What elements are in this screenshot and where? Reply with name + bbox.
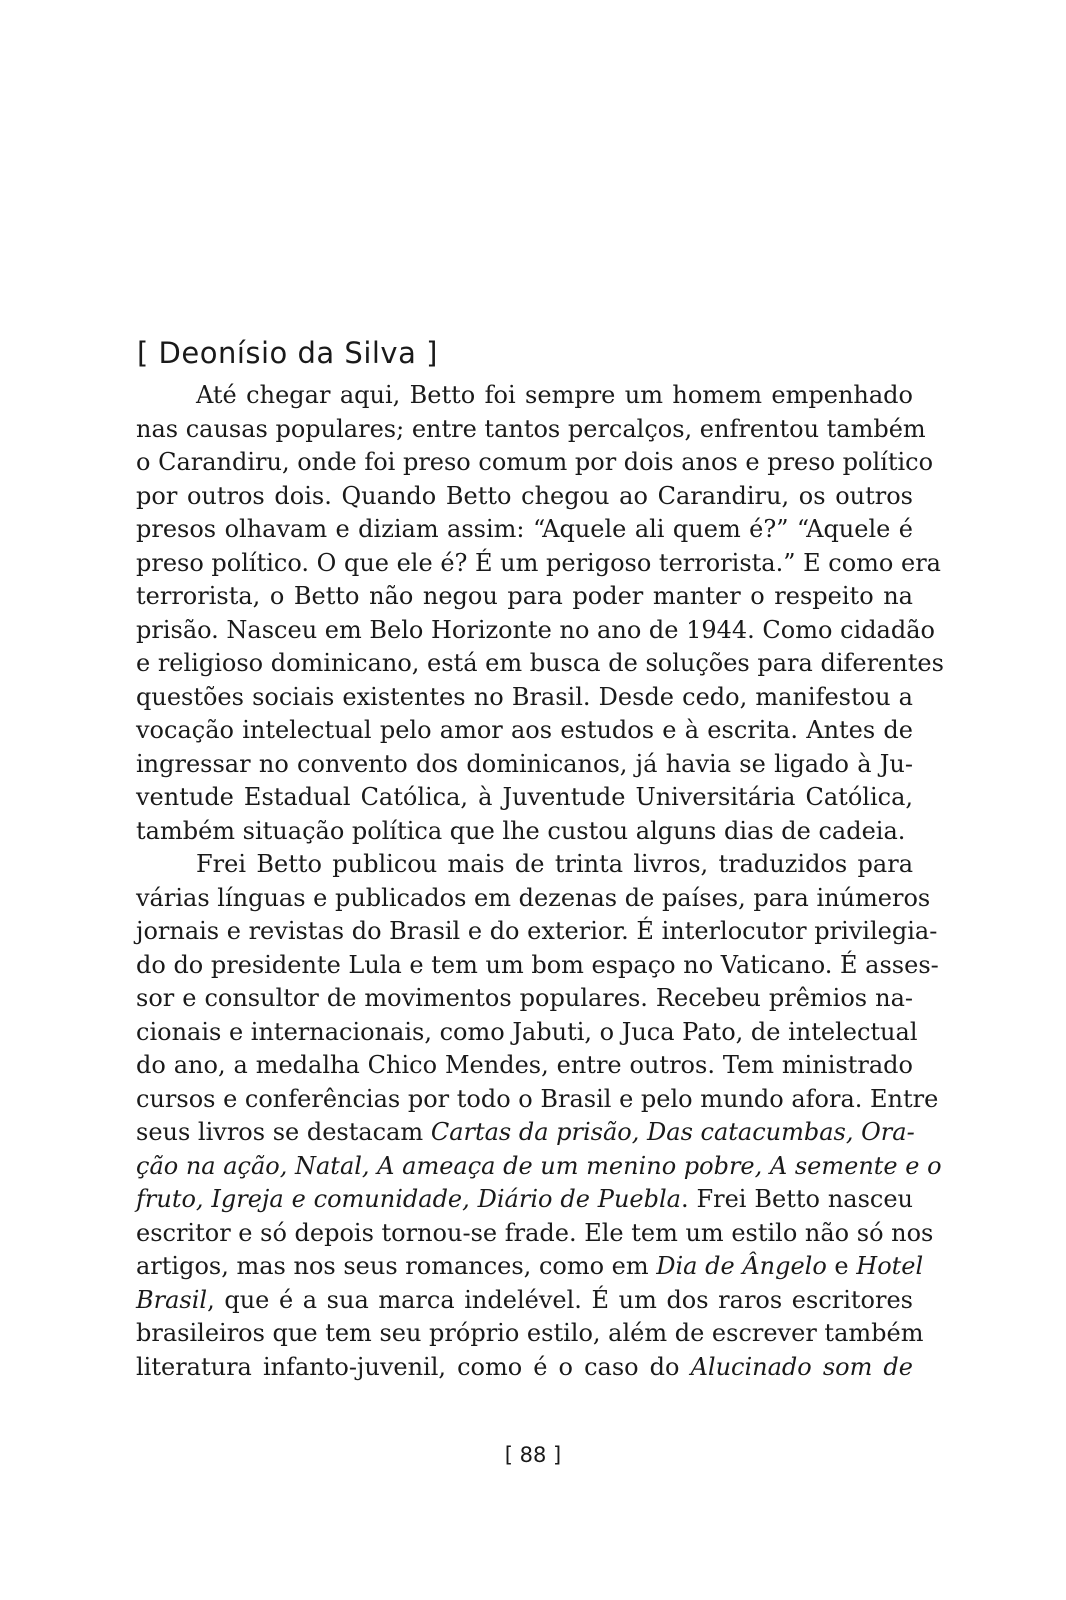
text-line xyxy=(136,681,913,715)
page-number: [ 88 ] xyxy=(504,1443,562,1467)
line-text: sor e consultor de movimentos populares. Recebeu prêmios na- xyxy=(136,984,913,1012)
text-line xyxy=(136,446,934,480)
line-text: prisão. Nasceu em Belo Horizonte no ano de 1944. Como cidadão xyxy=(136,615,935,644)
text-line xyxy=(136,714,913,748)
line-text: brasileiros que tem seu próprio estilo, além de escrever também xyxy=(136,1319,924,1347)
line-text: . Frei Betto nasceu xyxy=(680,1185,914,1213)
text-line xyxy=(136,1049,913,1083)
line-text: terrorista, o Betto não negou para poder manter o respeito na xyxy=(136,582,913,610)
text-line xyxy=(136,547,941,581)
line-text: escritor e só depois tornou-se frade. Ele tem um estilo não só nos xyxy=(136,1218,934,1247)
paragraph xyxy=(136,848,942,1384)
line-text: e religioso dominicano, está em busca de soluções para diferentes xyxy=(136,649,944,677)
line-text: do ano, a medalha Chico Mendes, entre outros. Tem ministrado xyxy=(136,1051,913,1079)
line-text: cionais e internacionais, como Jabuti, o Juca Pato, de intelectual xyxy=(136,1017,918,1046)
line-text: literatura infanto-juvenil, como é o caso do xyxy=(136,1352,691,1381)
book-title-text: Hotel xyxy=(856,1252,924,1280)
line-text: jornais e revistas do Brasil e do exterior. É interlocutor privilegia- xyxy=(136,917,938,945)
text-line xyxy=(136,1351,913,1385)
line-text: artigos, mas nos seus romances, como em xyxy=(136,1252,657,1280)
text-line xyxy=(136,1284,913,1318)
text-line xyxy=(136,614,935,648)
line-text: Frei Betto publicou mais de trinta livros, traduzidos para xyxy=(196,850,913,878)
text-line xyxy=(136,413,926,447)
text-line xyxy=(136,748,913,782)
line-text: ingressar no convento dos dominicanos, já havia se ligado à Ju- xyxy=(136,749,913,778)
text-line xyxy=(136,1250,924,1284)
line-text: também situação política que lhe custou alguns dias de cadeia. xyxy=(136,816,906,845)
line-text: o Carandiru, onde foi preso comum por dois anos e preso político xyxy=(136,448,934,476)
text-line xyxy=(136,1016,918,1050)
line-text: vocação intelectual pelo amor aos estudos e à escrita. Antes de xyxy=(136,716,913,744)
line-text: por outros dois. Quando Betto chegou ao Carandiru, os outros xyxy=(136,481,913,510)
book-title-text: Cartas da prisão, Das catacumbas, Ora- xyxy=(430,1118,915,1146)
line-text: ventude Estadual Católica, à Juventude Universitária Católica, xyxy=(136,783,913,811)
text-line xyxy=(136,379,913,413)
text-line xyxy=(136,580,913,614)
line-text: nas causas populares; entre tantos percalços, enfrentou também xyxy=(136,414,926,443)
text-line xyxy=(136,882,931,916)
body-text xyxy=(136,379,944,1384)
section-heading: [ Deonísio da Silva ] xyxy=(137,336,438,370)
text-line xyxy=(136,982,913,1016)
book-title-text: Alucinado som de xyxy=(690,1352,913,1381)
book-title-text: Dia de Ângelo xyxy=(656,1252,827,1280)
line-text: do do presidente Lula e tem um bom espaço no Vaticano. É asses- xyxy=(136,950,939,979)
text-line xyxy=(136,647,944,681)
text-line xyxy=(136,480,913,514)
line-text: e xyxy=(826,1252,857,1280)
book-title-text: ção na ação, Natal, A ameaça de um menino pobre, A semente e o xyxy=(136,1151,942,1180)
text-line xyxy=(136,815,913,849)
line-text: , que é a sua marca indelével. É um dos raros escritores xyxy=(207,1285,913,1314)
text-line xyxy=(136,1183,913,1217)
text-line xyxy=(136,1150,942,1184)
text-line xyxy=(136,915,938,949)
line-text: seus livros se destacam xyxy=(136,1118,431,1146)
text-line xyxy=(136,1317,924,1351)
line-text: cursos e conferências por todo o Brasil e pelo mundo afora. Entre xyxy=(136,1084,939,1113)
line-text: presos olhavam e diziam assim: “Aquele ali quem é?” “Aquele é xyxy=(136,515,913,543)
book-title-text: Brasil xyxy=(136,1285,208,1314)
line-text: Até chegar aqui, Betto foi sempre um homem empenhado xyxy=(196,381,913,409)
book-title-text: fruto, Igreja e comunidade, Diário de Puebla xyxy=(136,1185,681,1213)
line-text: questões sociais existentes no Brasil. Desde cedo, manifestou a xyxy=(136,682,913,711)
text-line xyxy=(136,949,939,983)
text-line xyxy=(136,1217,934,1251)
line-text: preso político. O que ele é? É um perigoso terrorista.” E como era xyxy=(136,548,941,577)
text-line xyxy=(136,513,913,547)
text-line xyxy=(136,1083,939,1117)
text-line xyxy=(136,781,913,815)
paragraph xyxy=(136,379,944,848)
line-text: várias línguas e publicados em dezenas de países, para inúmeros xyxy=(136,883,931,912)
text-line xyxy=(136,1116,913,1150)
text-line xyxy=(136,848,913,882)
